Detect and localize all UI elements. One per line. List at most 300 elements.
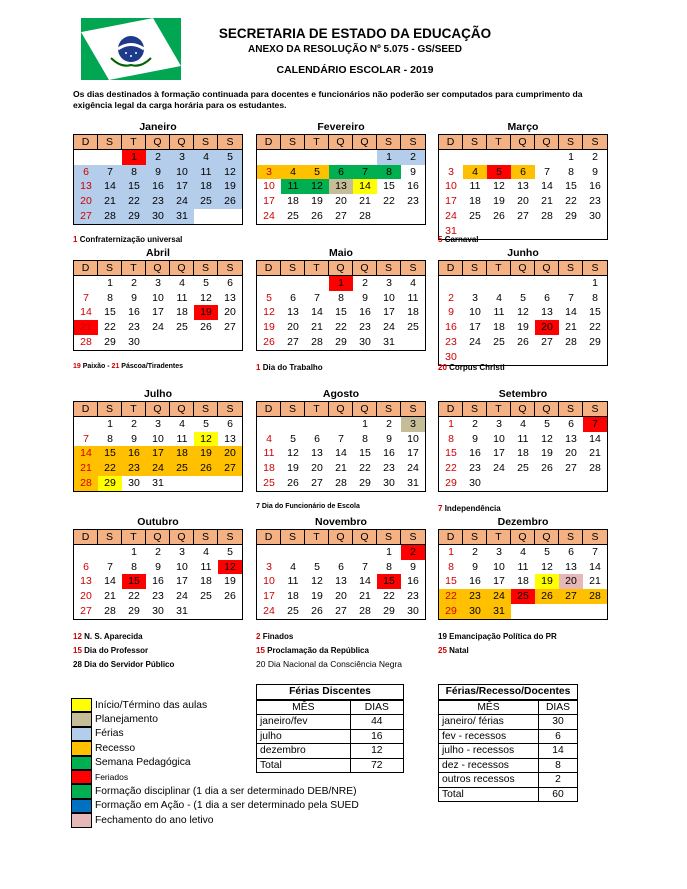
legend-label: Semana Pedagógica: [95, 757, 191, 769]
cell-dias: 6: [539, 729, 578, 744]
day-cell: 10: [445, 180, 457, 193]
weekday-label: Q: [353, 530, 377, 545]
day-cell: 20: [80, 590, 92, 603]
day-cell: 20: [559, 574, 583, 589]
month-dezembro: [438, 515, 608, 620]
day-cell: 21: [311, 321, 323, 334]
weekday-label: T: [122, 261, 146, 276]
note-outubro-3: [73, 660, 174, 669]
weekday-label: D: [439, 261, 463, 276]
notice-text: Os dias destinados à formação continuada para docentes e funcionários não poderão ser computados para cumprimento da exigência legal da carga horária para os estudantes.: [73, 89, 583, 110]
day-cell: 10: [152, 432, 164, 445]
month-name: Março: [507, 121, 539, 133]
day-cell: 31: [407, 476, 419, 489]
cell-dias: 44: [350, 715, 403, 730]
legend-item: [71, 799, 359, 813]
day-cell: 28: [311, 335, 323, 348]
day-cell: 28: [359, 209, 371, 222]
day-cell: 22: [565, 195, 577, 208]
weekday-label: S: [377, 135, 401, 150]
day-cell: 21: [589, 447, 601, 460]
note-text: Paixão -: [82, 363, 112, 370]
day-cell: 4: [496, 291, 502, 304]
day-cell: 28: [565, 335, 577, 348]
day-cell: 22: [104, 321, 116, 334]
month-name: Julho: [144, 388, 172, 400]
week-row: [439, 150, 607, 165]
day-cell: 26: [541, 462, 553, 475]
legend-item: [71, 784, 359, 798]
cell-dias: 60: [539, 787, 578, 802]
weekday-label: S: [98, 135, 122, 150]
day-cell: 30: [463, 604, 487, 619]
weekday-header: [74, 402, 242, 417]
weekday-label: S: [559, 402, 583, 417]
weekday-label: T: [487, 530, 511, 545]
day-cell: 8: [338, 291, 344, 304]
weekday-label: Q: [511, 261, 535, 276]
day-cell: 18: [200, 575, 212, 588]
day-cell: 10: [493, 560, 505, 573]
month-name: Junho: [507, 247, 539, 259]
month-name: Setembro: [498, 388, 548, 400]
weekday-label: Q: [170, 402, 194, 417]
day-cell: 11: [176, 432, 188, 445]
weekday-header: [257, 135, 425, 150]
cell-mes: dez - recessos: [439, 758, 539, 773]
note-day: 28: [73, 660, 82, 669]
month-grid: [256, 529, 426, 620]
day-cell: 4: [179, 276, 185, 289]
weekday-label: D: [257, 135, 281, 150]
table-row-total: [257, 758, 404, 773]
table-row: [257, 715, 404, 730]
day-cell: 12: [517, 306, 529, 319]
day-cell: 27: [311, 476, 323, 489]
day-cell: 5: [203, 417, 209, 430]
day-cell: 29: [439, 604, 463, 619]
day-cell: 21: [541, 195, 553, 208]
legend-swatch: [71, 813, 92, 827]
day-cell: [463, 150, 487, 165]
day-cell: [439, 276, 463, 291]
day-cell: 13: [329, 179, 353, 194]
day-cell: 15: [589, 306, 601, 319]
week-row: [439, 209, 607, 224]
day-cell: 18: [517, 575, 529, 588]
weekday-label: S: [463, 261, 487, 276]
day-cell: 26: [224, 590, 236, 603]
day-cell: 26: [194, 461, 218, 476]
week-row: [439, 476, 607, 491]
weekday-label: D: [257, 261, 281, 276]
legend-swatch: [71, 727, 92, 741]
cell-dias: 8: [539, 758, 578, 773]
day-cell: [583, 604, 607, 619]
day-cell: 29: [128, 604, 140, 617]
week-row: [257, 165, 425, 180]
day-cell: 30: [383, 476, 395, 489]
day-cell: [439, 150, 463, 165]
day-cell: 7: [83, 432, 89, 445]
day-cell: [511, 604, 535, 619]
day-cell: [305, 545, 329, 560]
day-cell: [487, 224, 511, 239]
week-row: [257, 179, 425, 194]
day-cell: 23: [122, 461, 146, 476]
week-row: [257, 291, 425, 306]
day-cell: 21: [359, 195, 371, 208]
day-cell: [305, 417, 329, 432]
weekday-label: Q: [170, 135, 194, 150]
day-cell: 31: [383, 335, 395, 348]
day-cell: 15: [377, 574, 401, 589]
day-cell: 30: [152, 604, 164, 617]
day-cell: 26: [263, 335, 275, 348]
day-cell: 4: [281, 165, 305, 180]
week-row: [74, 291, 242, 306]
day-cell: 8: [448, 432, 454, 445]
note-text: Dia Nacional da Consciência Negra: [267, 659, 403, 669]
week-row: [257, 476, 425, 491]
day-cell: [74, 150, 98, 165]
day-cell: 6: [314, 432, 320, 445]
day-cell: 24: [445, 209, 457, 222]
day-cell: 6: [544, 291, 550, 304]
day-cell: 9: [155, 560, 161, 573]
day-cell: 20: [74, 194, 98, 209]
week-row: [439, 545, 607, 560]
day-cell: 31: [487, 604, 511, 619]
day-cell: [535, 276, 559, 291]
week-row: [439, 335, 607, 350]
weekday-label: S: [463, 402, 487, 417]
day-cell: 23: [359, 321, 371, 334]
weekday-header: [257, 530, 425, 545]
weekday-label: S: [463, 530, 487, 545]
day-cell: 1: [386, 545, 392, 558]
weekday-label: Q: [329, 402, 353, 417]
weekday-label: D: [257, 530, 281, 545]
day-cell: 18: [287, 590, 299, 603]
day-cell: [146, 335, 170, 350]
day-cell: 13: [565, 432, 577, 445]
week-row: [439, 305, 607, 320]
day-cell: [511, 224, 535, 239]
cell-mes: dezembro: [257, 744, 351, 759]
note-day: 21: [111, 363, 120, 370]
weekday-label: Q: [146, 402, 170, 417]
day-cell: 9: [448, 306, 454, 319]
day-cell: 9: [362, 291, 368, 304]
col-header-dias: DIAS: [539, 700, 578, 715]
table-row-total: [439, 787, 578, 802]
weekday-header: [74, 135, 242, 150]
day-cell: 1: [568, 150, 574, 163]
week-row: [257, 320, 425, 335]
day-cell: 13: [335, 575, 347, 588]
weekday-label: S: [401, 135, 425, 150]
day-cell: 28: [583, 589, 607, 604]
week-row: [257, 574, 425, 589]
day-cell: 27: [541, 335, 553, 348]
day-cell: 8: [107, 432, 113, 445]
day-cell: [305, 276, 329, 291]
month-outubro: [73, 515, 243, 620]
day-cell: 30: [146, 209, 170, 224]
month-fevereiro: [256, 120, 426, 225]
day-cell: 19: [194, 446, 218, 461]
day-cell: [305, 150, 329, 165]
day-cell: 22: [98, 461, 122, 476]
day-cell: 6: [568, 545, 574, 558]
week-row: [439, 560, 607, 575]
weekday-header: [74, 530, 242, 545]
day-cell: 14: [98, 179, 122, 194]
week-row: [74, 560, 242, 575]
day-cell: 23: [152, 590, 164, 603]
day-cell: 5: [218, 150, 242, 165]
month-name: Novembro: [315, 516, 367, 528]
week-row: [74, 150, 242, 165]
month-abril: [73, 246, 243, 351]
week-row: [74, 320, 242, 335]
week-row: [439, 461, 607, 476]
note-day: 7: [256, 503, 260, 510]
weekday-label: T: [487, 261, 511, 276]
day-cell: 16: [589, 180, 601, 193]
day-cell: 16: [146, 179, 170, 194]
day-cell: 4: [194, 150, 218, 165]
note-text: Páscoa/Tiradentes: [121, 363, 184, 370]
day-cell: 3: [401, 417, 425, 432]
day-cell: 3: [496, 545, 502, 558]
week-row: [257, 545, 425, 560]
day-cell: 10: [263, 575, 275, 588]
day-cell: 20: [517, 195, 529, 208]
day-cell: 9: [410, 165, 416, 178]
day-cell: 11: [263, 447, 275, 460]
day-cell: 22: [359, 462, 371, 475]
day-cell: 20: [535, 320, 559, 335]
legend-label: Feriados: [95, 772, 129, 783]
week-row: [74, 545, 242, 560]
day-cell: 24: [407, 462, 419, 475]
weekday-label: Q: [511, 135, 535, 150]
day-cell: 17: [152, 306, 164, 319]
day-cell: 26: [311, 209, 323, 222]
day-cell: 27: [218, 461, 242, 476]
note-maio: [256, 363, 323, 372]
weekday-label: S: [401, 402, 425, 417]
day-cell: 20: [224, 306, 236, 319]
day-cell: 30: [359, 335, 371, 348]
day-cell: 5: [227, 545, 233, 558]
weekday-label: S: [583, 530, 607, 545]
day-cell: 12: [218, 560, 242, 575]
week-row: [439, 446, 607, 461]
note-day: 5: [438, 235, 443, 244]
day-cell: [257, 150, 281, 165]
day-cell: 23: [589, 195, 601, 208]
day-cell: 24: [176, 590, 188, 603]
day-cell: 14: [104, 575, 116, 588]
page-title: SECRETARIA DE ESTADO DA EDUCAÇÃO: [218, 26, 492, 41]
day-cell: 29: [122, 209, 146, 224]
note-novembro-1: [256, 632, 293, 641]
note-setembro: [438, 504, 501, 513]
day-cell: 12: [493, 180, 505, 193]
day-cell: 13: [80, 575, 92, 588]
note-abril: [73, 363, 183, 370]
day-cell: 10: [152, 291, 164, 304]
weekday-label: D: [74, 402, 98, 417]
note-text: Finados: [262, 632, 294, 641]
month-grid: [438, 401, 608, 492]
weekday-label: S: [194, 135, 218, 150]
day-cell: 19: [311, 195, 323, 208]
week-row: [74, 476, 242, 491]
day-cell: 23: [445, 335, 457, 348]
day-cell: 2: [386, 417, 392, 430]
weekday-header: [257, 402, 425, 417]
day-cell: 19: [535, 574, 559, 589]
day-cell: [401, 335, 425, 350]
day-cell: 13: [311, 447, 323, 460]
day-cell: 22: [383, 195, 395, 208]
day-cell: 24: [263, 209, 275, 222]
note-day: 2: [256, 632, 261, 641]
day-cell: 7: [583, 417, 607, 432]
week-row: [439, 574, 607, 589]
legend-swatch: [71, 712, 92, 726]
week-row: [439, 604, 607, 619]
day-cell: 18: [469, 195, 481, 208]
weekday-label: D: [74, 135, 98, 150]
week-row: [439, 320, 607, 335]
cell-mes: outros recessos: [439, 773, 539, 788]
day-cell: 8: [122, 165, 146, 180]
day-cell: 27: [74, 209, 98, 224]
day-cell: [401, 209, 425, 224]
day-cell: 30: [128, 335, 140, 348]
day-cell: 20: [287, 321, 299, 334]
day-cell: 7: [107, 560, 113, 573]
day-cell: [535, 604, 559, 619]
day-cell: 13: [224, 432, 236, 445]
day-cell: [194, 604, 218, 619]
weekday-label: T: [122, 135, 146, 150]
note-day: 20: [438, 363, 447, 372]
weekday-label: T: [487, 135, 511, 150]
month-setembro: [438, 387, 608, 492]
month-name: Fevereiro: [317, 121, 365, 133]
day-cell: 6: [290, 291, 296, 304]
day-cell: 18: [287, 195, 299, 208]
day-cell: 30: [589, 209, 601, 222]
day-cell: 9: [146, 165, 170, 180]
day-cell: 20: [335, 195, 347, 208]
col-header-dias: DIAS: [350, 700, 403, 715]
weekday-label: S: [401, 261, 425, 276]
week-row: [439, 589, 607, 604]
day-cell: 17: [146, 446, 170, 461]
day-cell: 25: [407, 321, 419, 334]
weekday-label: S: [98, 530, 122, 545]
day-cell: 24: [170, 194, 194, 209]
day-cell: 7: [338, 432, 344, 445]
day-cell: 23: [128, 321, 140, 334]
day-cell: 8: [362, 432, 368, 445]
day-cell: [281, 545, 305, 560]
day-cell: 25: [287, 209, 299, 222]
day-cell: 30: [407, 604, 419, 617]
day-cell: 7: [362, 560, 368, 573]
day-cell: 16: [383, 447, 395, 460]
day-cell: 17: [445, 195, 457, 208]
day-cell: 7: [544, 165, 550, 178]
day-cell: 6: [338, 560, 344, 573]
day-cell: 16: [445, 321, 457, 334]
weekday-label: S: [218, 530, 242, 545]
day-cell: 3: [472, 291, 478, 304]
day-cell: 3: [386, 276, 392, 289]
note-text: Confraternização universal: [79, 235, 183, 244]
note-day: 19: [73, 363, 81, 370]
day-cell: 10: [469, 306, 481, 319]
cell-dias: 2: [539, 773, 578, 788]
note-day: 25: [438, 646, 447, 655]
day-cell: [218, 476, 242, 491]
weekday-label: S: [194, 402, 218, 417]
day-cell: 26: [200, 321, 212, 334]
day-cell: 9: [386, 432, 392, 445]
day-cell: 15: [359, 447, 371, 460]
day-cell: 22: [383, 590, 395, 603]
week-row: [257, 209, 425, 224]
day-cell: 4: [520, 545, 526, 558]
note-day: 15: [73, 646, 82, 655]
day-cell: [257, 276, 281, 291]
day-cell: 26: [218, 194, 242, 209]
day-cell: 22: [439, 589, 463, 604]
week-row: [439, 179, 607, 194]
day-cell: 21: [589, 575, 601, 588]
day-cell: 20: [311, 462, 323, 475]
day-cell: 29: [383, 604, 395, 617]
day-cell: 31: [445, 224, 457, 237]
day-cell: 31: [176, 604, 188, 617]
day-cell: 5: [266, 291, 272, 304]
note-text: Dia do Funcionário de Escola: [261, 503, 360, 510]
weekday-label: S: [281, 261, 305, 276]
week-row: [74, 305, 242, 320]
weekday-label: S: [559, 261, 583, 276]
day-cell: 28: [104, 604, 116, 617]
day-cell: 19: [311, 590, 323, 603]
month-julho: [73, 387, 243, 492]
document-header: [190, 26, 520, 76]
resolution-subtitle: ANEXO DA RESOLUÇÃO Nº 5.075 - GS/SEED: [248, 44, 462, 55]
day-cell: 27: [287, 335, 299, 348]
day-cell: [329, 417, 353, 432]
weekday-label: D: [439, 530, 463, 545]
legend-label: Fechamento do ano letivo: [95, 814, 214, 826]
weekday-label: S: [583, 135, 607, 150]
day-cell: 8: [377, 165, 401, 180]
day-cell: 18: [170, 446, 194, 461]
day-cell: 24: [383, 321, 395, 334]
